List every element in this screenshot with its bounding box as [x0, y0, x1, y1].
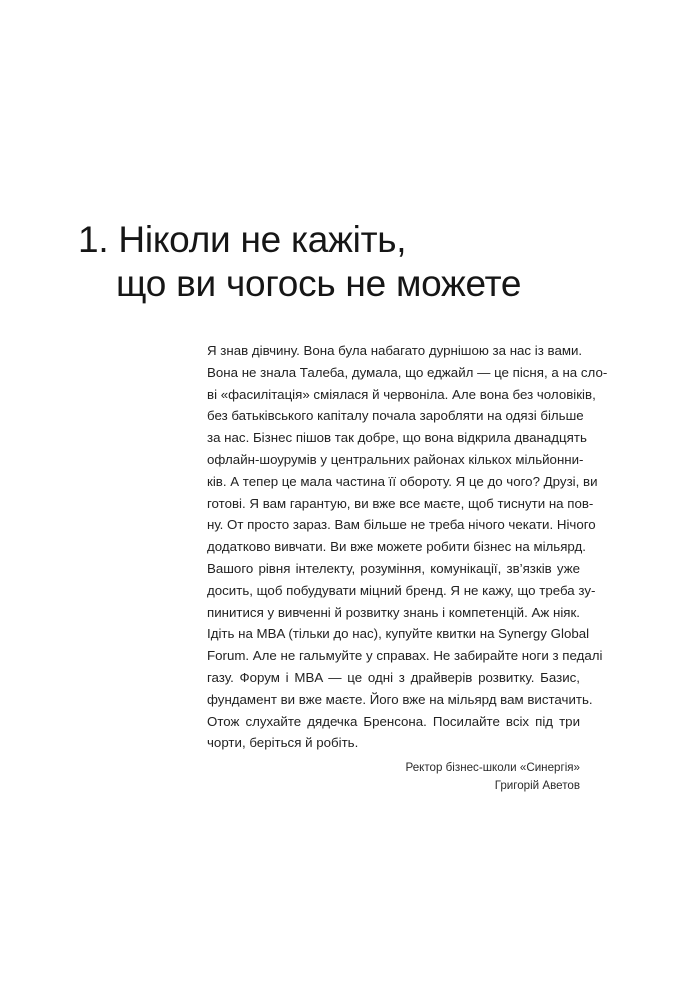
epigraph-attribution [207, 759, 580, 795]
epigraph [207, 340, 608, 795]
epigraph-line: за нас. Бізнес пішов так добре, що вона відкрила дванадцять [207, 430, 587, 446]
epigraph-line: Я знав дівчину. Вона була набагато дурнішою за нас із вами. [207, 343, 583, 358]
epigraph-line: готові. Я вам гарантую, ви вже все маєте, щоб тиснути на пов- [207, 495, 594, 511]
epigraph-text [207, 340, 608, 754]
chapter-title-line-2: що ви чогось не можете [116, 262, 522, 304]
epigraph-line: Ідіть на MBA (тільки до нас), купуйте квитки на Synergy Global [207, 626, 590, 642]
epigraph-line: Вона не знала Талеба, думала, що еджайл — це пісня, а на сло- [207, 364, 608, 380]
attribution-role: Ректор бізнес-школи «Синергія» [405, 761, 580, 775]
attribution-name: Григорій Аветов [494, 779, 580, 793]
epigraph-line: Отож слухайте дядечка Бренсона. Посилайте всіх під три [207, 713, 580, 729]
epigraph-line: ві «фасилітація» сміялася й червоніла. Але вона без чоловіків, [207, 386, 596, 402]
epigraph-line: Forum. Але не гальмуйте у справах. Не забирайте ноги з педалі [207, 648, 603, 664]
epigraph-line: досить, щоб побудувати міцний бренд. Я не кажу, що треба зу- [207, 582, 596, 598]
epigraph-line: додатково вивчати. Ви вже можете робити бізнес на мільярд. [207, 539, 586, 555]
epigraph-line: ну. От просто зараз. Вам більше не треба нічого чекати. Нічого [207, 517, 596, 533]
epigraph-line: ків. А тепер це мала частина її обороту. Я це до чого? Друзі, ви [207, 473, 598, 489]
epigraph-line: офлайн-шоурумів у центральних районах кількох мільйонни- [207, 451, 584, 467]
epigraph-line: без батьківського капіталу почала заробляти на одязі більше [207, 408, 584, 424]
chapter-title [78, 218, 638, 306]
epigraph-line: Вашого рівня інтелекту, розуміння, комунікації, зв’язків уже [207, 560, 580, 576]
epigraph-line: газу. Форум і MBA — це одні з драйверів розвитку. Базис, [207, 669, 580, 685]
epigraph-line: фундамент ви вже маєте. Його вже на мільярд вам вистачить. [207, 691, 593, 707]
chapter-title-line-1: 1. Ніколи не кажіть, [78, 218, 407, 260]
epigraph-line: чорти, беріться й робіть. [207, 735, 359, 751]
epigraph-line: пинитися у вивченні й розвитку знань і компетенцій. Аж ніяк. [207, 604, 580, 620]
